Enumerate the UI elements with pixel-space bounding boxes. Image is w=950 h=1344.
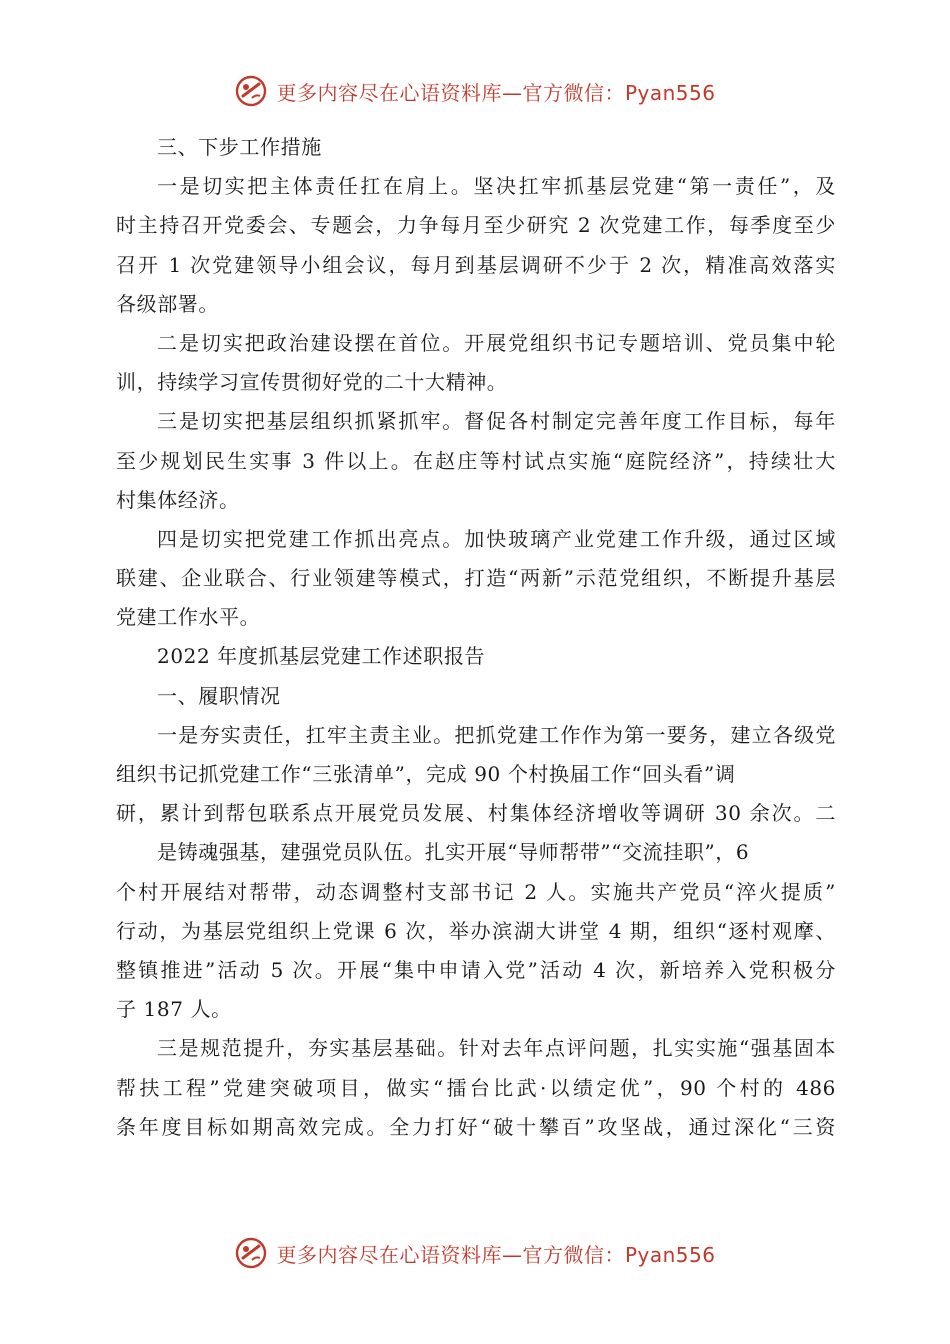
- text-line: 四是切实把党建工作抓出亮点。加快玻璃产业党建工作升级，通过区域: [157, 526, 836, 551]
- text-line: 二是切实把政治建设摆在首位。开展党组织书记专题培训、党员集中轮: [157, 330, 836, 355]
- text-line: 时主持召开党委会、专题会，力争每月至少研究 2 次党建工作，每季度至少: [116, 213, 836, 238]
- text-line: 帮扶工程”党建突破项目，做实“擂台比武·以绩定优”，90 个村的 486: [116, 1075, 836, 1100]
- text-line: 三是切实把基层组织抓紧抓牢。督促各村制定完善年度工作目标，每年: [157, 409, 836, 434]
- text-line: 训，持续学习宣传贯彻好党的二十大精神。: [116, 370, 508, 395]
- text-line: 联建、企业联合、行业领建等模式，打造“两新”示范党组织，不断提升基层: [116, 566, 836, 591]
- logo-icon: [234, 74, 268, 108]
- text-line: 党建工作水平。: [116, 605, 261, 630]
- watermark-text: 更多内容尽在心语资料库—官方微信：Pyan556: [276, 1242, 716, 1267]
- text-line: 研，累计到帮包联系点开展党员发展、村集体经济增收等调研 30 余次。二: [116, 801, 836, 826]
- text-line: 各级部署。: [116, 291, 219, 316]
- text-line: 一是切实把主体责任扛在肩上。坚决扛牢抓基层党建“第一责任”，及: [157, 174, 836, 199]
- text-line: 条年度目标如期高效完成。全力打好“破十攀百”攻坚战，通过深化“三资: [116, 1114, 836, 1139]
- text-line: 至少规划民生实事 3 件以上。在赵庄等村试点实施“庭院经济”，持续壮大: [116, 448, 836, 473]
- text-line: 整镇推进”活动 5 次。开展“集中申请入党”活动 4 次，新培养入党积极分: [116, 957, 836, 982]
- text-line: 召开 1 次党建领导小组会议，每月到基层调研不少于 2 次，精准高效落实: [116, 252, 836, 277]
- logo-icon: [234, 1236, 268, 1270]
- text-line: 三是规范提升，夯实基层基础。针对去年点评问题，扎实实施“强基固本: [157, 1036, 836, 1061]
- text-line: 是铸魂强基，建强党员队伍。扎实开展“导师帮带”“交流挂职”，6: [157, 840, 750, 865]
- document-body: [116, 128, 836, 1147]
- text-line: 组织书记抓党建工作“三张清单”，完成 90 个村换届工作“回头看”调: [116, 762, 736, 786]
- text-line: 一、履职情况: [157, 683, 281, 708]
- watermark-header: [0, 74, 950, 108]
- text-line: 个村开展结对帮带，动态调整村支部书记 2 人。实施共产党员“淬火提质”: [116, 879, 836, 904]
- text-line: 三、下步工作措施: [157, 135, 322, 159]
- text-line: 行动，为基层党组织上党课 6 次，举办滨湖大讲堂 4 期，组织“逐村观摩、: [116, 918, 836, 943]
- text-line: 村集体经济。: [116, 487, 240, 512]
- text-line: 一是夯实责任，扛牢主责主业。把抓党建工作作为第一要务，建立各级党: [157, 722, 836, 747]
- watermark-footer: [0, 1236, 950, 1270]
- text-line: 子 187 人。: [116, 997, 232, 1022]
- text-line: 2022 年度抓基层党建工作述职报告: [157, 644, 486, 669]
- watermark-text: 更多内容尽在心语资料库—官方微信：Pyan556: [276, 80, 716, 105]
